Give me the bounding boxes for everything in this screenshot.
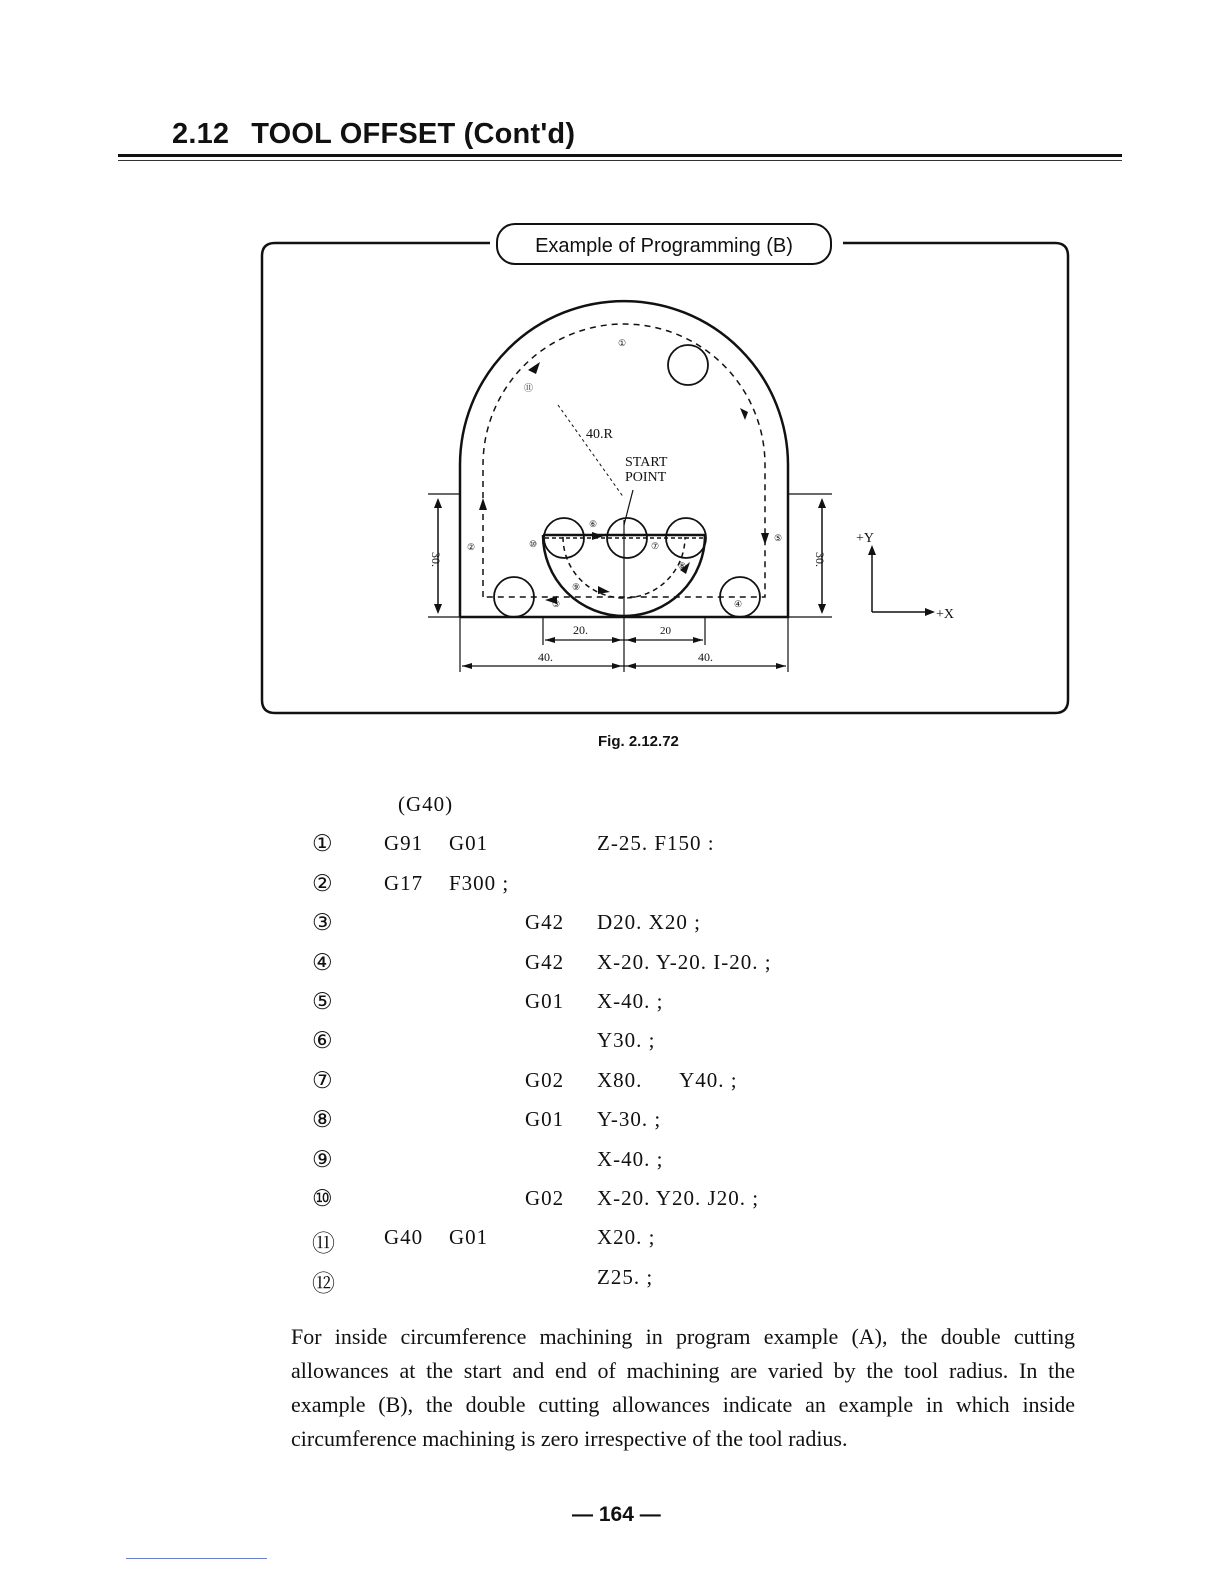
explanation-paragraph: For inside circumference machining in program example (A), the double cutting allowances at the start and end of machining are varied by the tool radius. In the example (B), the double cutting allowances indicate an example in which inside circumference machining is zero irrespective of the tool radius. (291, 1324, 1075, 1451)
dim-left-height: 30. (429, 552, 443, 567)
code-word: X80. Y40. ; (597, 1067, 738, 1092)
code-word: G40 (384, 1225, 424, 1250)
page-number: — 164 — (572, 1503, 661, 1526)
section-title: TOOL OFFSET (Cont'd) (251, 118, 576, 150)
start-point-leader (624, 490, 633, 525)
line-number: ② (312, 870, 334, 896)
code-word: G42 (525, 949, 565, 974)
radius-label: 40.R (586, 427, 613, 442)
code-word: G01 (525, 988, 565, 1013)
dim-inner-right: 20 (660, 625, 671, 637)
line-number: ⑤ (312, 988, 334, 1014)
dim-right-height: 30. (813, 552, 827, 567)
line-number: ① (312, 831, 334, 857)
code-word: Y-30. ; (597, 1107, 662, 1132)
start-point-label-1: START (625, 455, 668, 470)
marker-3: ③ (552, 599, 561, 609)
code-word: G17 (384, 870, 424, 895)
code-word: G91 (384, 831, 424, 856)
line-number: ⑫ (312, 1270, 336, 1296)
line-number: ③ (312, 910, 334, 936)
program-header: (G40) (398, 792, 454, 816)
code-word: D20. X20 ; (597, 910, 701, 935)
tool-circle-top (668, 345, 708, 385)
axis-x-label: +X (936, 607, 955, 622)
start-point-label-2: POINT (625, 470, 667, 485)
line-number: ⑧ (312, 1107, 334, 1133)
code-word: G01 (525, 1107, 565, 1132)
code-word: G01 (449, 1225, 489, 1250)
marker-4: ④ (734, 599, 743, 609)
section-number: 2.12 (172, 118, 230, 150)
line-number: ⑦ (312, 1067, 334, 1093)
code-word: Z-25. F150 : (597, 831, 715, 856)
programming-example-figure (255, 215, 1075, 720)
marker-5: ⑤ (774, 533, 783, 543)
marker-1: ① (618, 338, 627, 348)
code-word: X-40. ; (597, 1146, 664, 1171)
line-number: ⑨ (312, 1146, 334, 1172)
marker-11: ⑪ (524, 383, 534, 393)
code-word: G02 (525, 1185, 565, 1210)
code-word: X-40. ; (597, 988, 664, 1013)
footer-line (126, 1558, 267, 1559)
figure-title: Example of Programming (B) (535, 235, 793, 257)
line-number: ④ (312, 949, 334, 975)
header-rule-thin (118, 160, 1122, 161)
code-word: G01 (449, 831, 489, 856)
radius-leader (558, 405, 624, 498)
dim-outer-right: 40. (698, 650, 713, 664)
figure-caption: Fig. 2.12.72 (598, 733, 679, 750)
dim-outer-left: 40. (538, 650, 553, 664)
code-word: X-20. Y-20. I-20. ; (597, 949, 772, 974)
axis-y-label: +Y (856, 531, 875, 546)
code-word: X20. ; (597, 1225, 656, 1250)
tool-circle-inner-left (544, 518, 584, 558)
marker-2: ② (467, 542, 476, 552)
line-number: ⑥ (312, 1028, 334, 1054)
code-word: F300 ; (449, 870, 510, 895)
header-rule-thick (118, 154, 1122, 157)
marker-8: ⑧ (678, 561, 687, 571)
marker-9: ⑨ (572, 582, 581, 592)
code-word: X-20. Y20. J20. ; (597, 1185, 760, 1210)
marker-10: ⑩ (529, 539, 538, 549)
code-word: Y30. ; (597, 1028, 656, 1053)
section-heading (172, 118, 575, 151)
marker-7: ⑦ (651, 541, 660, 551)
line-number: ⑪ (312, 1231, 336, 1257)
tool-circle-start (607, 518, 647, 558)
line-number: ⑩ (312, 1185, 334, 1211)
code-word: G42 (525, 910, 565, 935)
marker-6: ⑥ (589, 519, 598, 529)
code-word: G02 (525, 1067, 565, 1092)
dim-inner-left: 20. (573, 623, 588, 637)
code-word: Z25. ; (597, 1264, 654, 1289)
